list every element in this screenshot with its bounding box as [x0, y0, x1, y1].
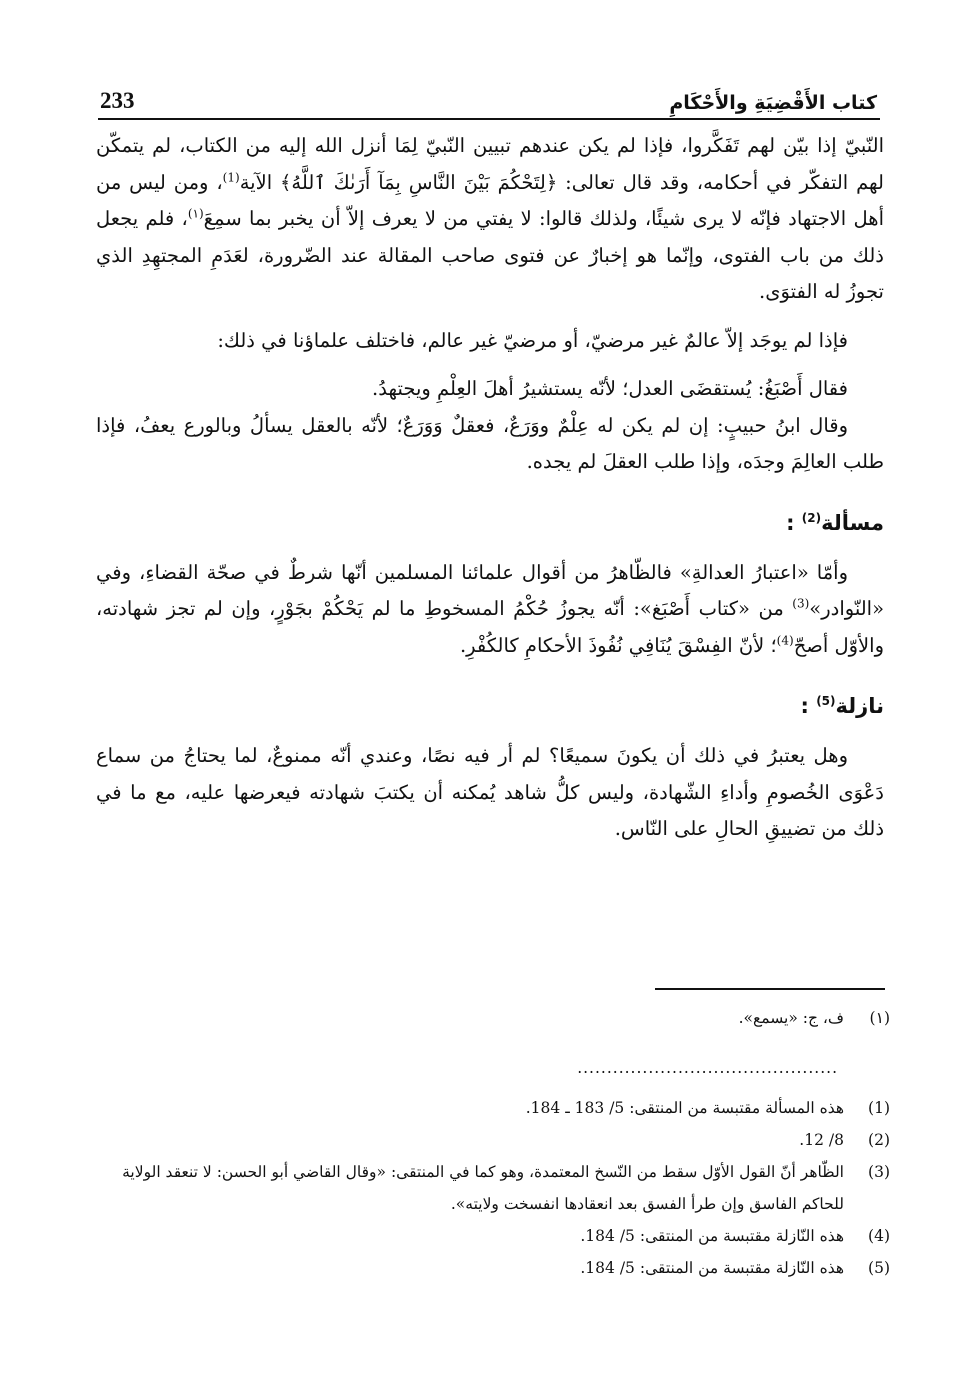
footnote-text: هذه المسألة مقتبسة من المنتقى: 5/ 183 ـ 184.: [525, 1099, 844, 1117]
heading-text: مسألة: [821, 510, 884, 535]
footnote-text: الظّاهر أنّ القول الأوّل سقط من النّسخ المعتمدة، وهو كما في المنتقى: «وقال القاضي أبو الحسن: لا تنعقد الولاية للحاكم الفاسق وإن طرأ الفسق بعد انعقادها انفسخت ولايته».: [122, 1163, 844, 1213]
running-header: [100, 74, 877, 114]
paragraph-2: فإذا لم يوجَد إلاّ عالمٌ غير مرضيّ، أو مرضيّ غير عالم، فاختلف علماؤنا في ذلك:: [217, 328, 848, 352]
footnote-ref: (3): [792, 596, 810, 611]
paragraph-1: [96, 128, 884, 311]
section-heading-nazila: [96, 686, 884, 726]
dotted-separator: ............................................: [577, 1059, 838, 1077]
heading-colon: :: [786, 510, 795, 535]
main-text: [96, 128, 884, 848]
header-title: كتاب الأَقْضِيَةِ والأَحْكَامِ: [669, 92, 877, 114]
footnote-ref: (1): [222, 170, 240, 184]
footnote-rule: [655, 988, 885, 990]
paragraph-text: ، ومن ليس من أهل الاجتهاد فإنّه لا يرى شيئًا، ولذلك قالوا: لا يفتي من لا يعرف إلاّ أن يخبر بما سمِعَ: [96, 170, 884, 230]
paragraph-text: ؛ لأنّ الفِسْقَ يُنَافِي نُفُوذَ الأحكامِ كالكُفْرِ.: [459, 633, 777, 657]
footnote-item: [96, 1252, 890, 1284]
footnote-number: (5): [868, 1259, 890, 1277]
header-rule: [98, 118, 880, 120]
paragraph-text: النّبيّ إذا بيّن لهم تَفَكَّروا، فإذا لم يكن عندهم تبيين النّبيّ لِمَا أنزل الله إليه من الكتاب، لم يتمكّن لهم التفكّر في أحكامه، وقد قال تعالى: ﴿لِتَحْكُمَ بَيْنَ النَّاسِ بِمَآ أَرَىٰكَ ٱللَّهُ﴾ الآية: [96, 134, 884, 194]
footnote-ref: (5): [816, 694, 836, 708]
footnotes: [96, 1002, 890, 1284]
footnote-number: (2): [868, 1131, 890, 1149]
paragraph-6: وهل يعتبرُ في ذلك أن يكونَ سميعًا؟ لم أر فيه نصًا، وعندي أنّه ممنوعٌ، لما يحتاجُ من سماع دَعْوَى الخُصومِ وأداءِ الشّهادة، وليس كلُّ شاهد يُمكنه أن يكتبَ شهادته فيعرضها عليه، مع ما في ذلك من تضييقِ الحالِ على النّاس.: [96, 744, 884, 840]
heading-text: نازلة: [835, 694, 884, 718]
paragraph-5: [96, 555, 884, 665]
footnote-item: [96, 1220, 890, 1252]
footnote-number: (4): [868, 1227, 890, 1245]
footnote-ref: (4): [776, 633, 794, 647]
footnote-text: ف، ج: «يسمع».: [738, 1009, 844, 1027]
footnote-item: [96, 1092, 890, 1124]
section-heading-masala: [96, 503, 884, 543]
paragraph-text: من «كتاب أَصْبَغ»: أنّه يجوزُ حُكْمُ المسخوطِ ما لم يَحْكُمْ بجَوْرٍ، وإن لم تجز شهادته، والأوّل أصحّ: [96, 597, 884, 657]
page-number: 233: [100, 88, 135, 113]
paragraph-3: فقال أَصْبَغُ: يُستقضَى العدل؛ لأنّه يستشيرُ أهلَ العِلْمِ ويجتهدُ.: [372, 377, 848, 400]
footnote-text: 8/ 12.: [799, 1131, 844, 1149]
footnote-number: (١): [869, 1009, 890, 1027]
paragraph-text: ، فلم يجعل ذلك من باب الفتوى، وإنّما هو إخبارٌ عن فتوى صاحب المقالة عند الضّرورة، لعَدَمِ المجتهِدِ الذي تجوزُ له الفتوَى.: [96, 207, 884, 303]
footnote-item: [96, 1156, 890, 1220]
footnote-number: (3): [868, 1163, 890, 1181]
footnote-text: هذه النّازلة مقتبسة من المنتقى: 5/ 184.: [580, 1227, 844, 1245]
footnote-number: (1): [868, 1099, 890, 1117]
footnote-ref: (2): [801, 510, 822, 525]
footnote-item: [96, 1124, 890, 1156]
footnote-item: [96, 1002, 890, 1034]
heading-colon: :: [800, 694, 809, 718]
footnote-ref: (١): [187, 206, 204, 221]
paragraph-4: وقال ابنُ حبيبٍ: إن لم يكن له عِلْمٌ ووَرَعٌ، فعقلٌ وَوَرَعٌ؛ لأنّه بالعقل يسألُ وبالورع يعفُ، فإذا طلب العالِمَ وجدَه، وإذا طلب العقلَ لم يجده.: [96, 413, 884, 473]
separator-row: [96, 1034, 890, 1092]
footnote-text: هذه النّازلة مقتبسة من المنتقى: 5/ 184.: [580, 1259, 844, 1277]
paragraph-text: وأمّا «اعتبارُ العدالةِ» فالظّاهرُ من أقوال علمائنا المسلمين أنّها شرطٌ في صحّة القضاءِ، وفي «النّوادر»: [96, 560, 884, 620]
